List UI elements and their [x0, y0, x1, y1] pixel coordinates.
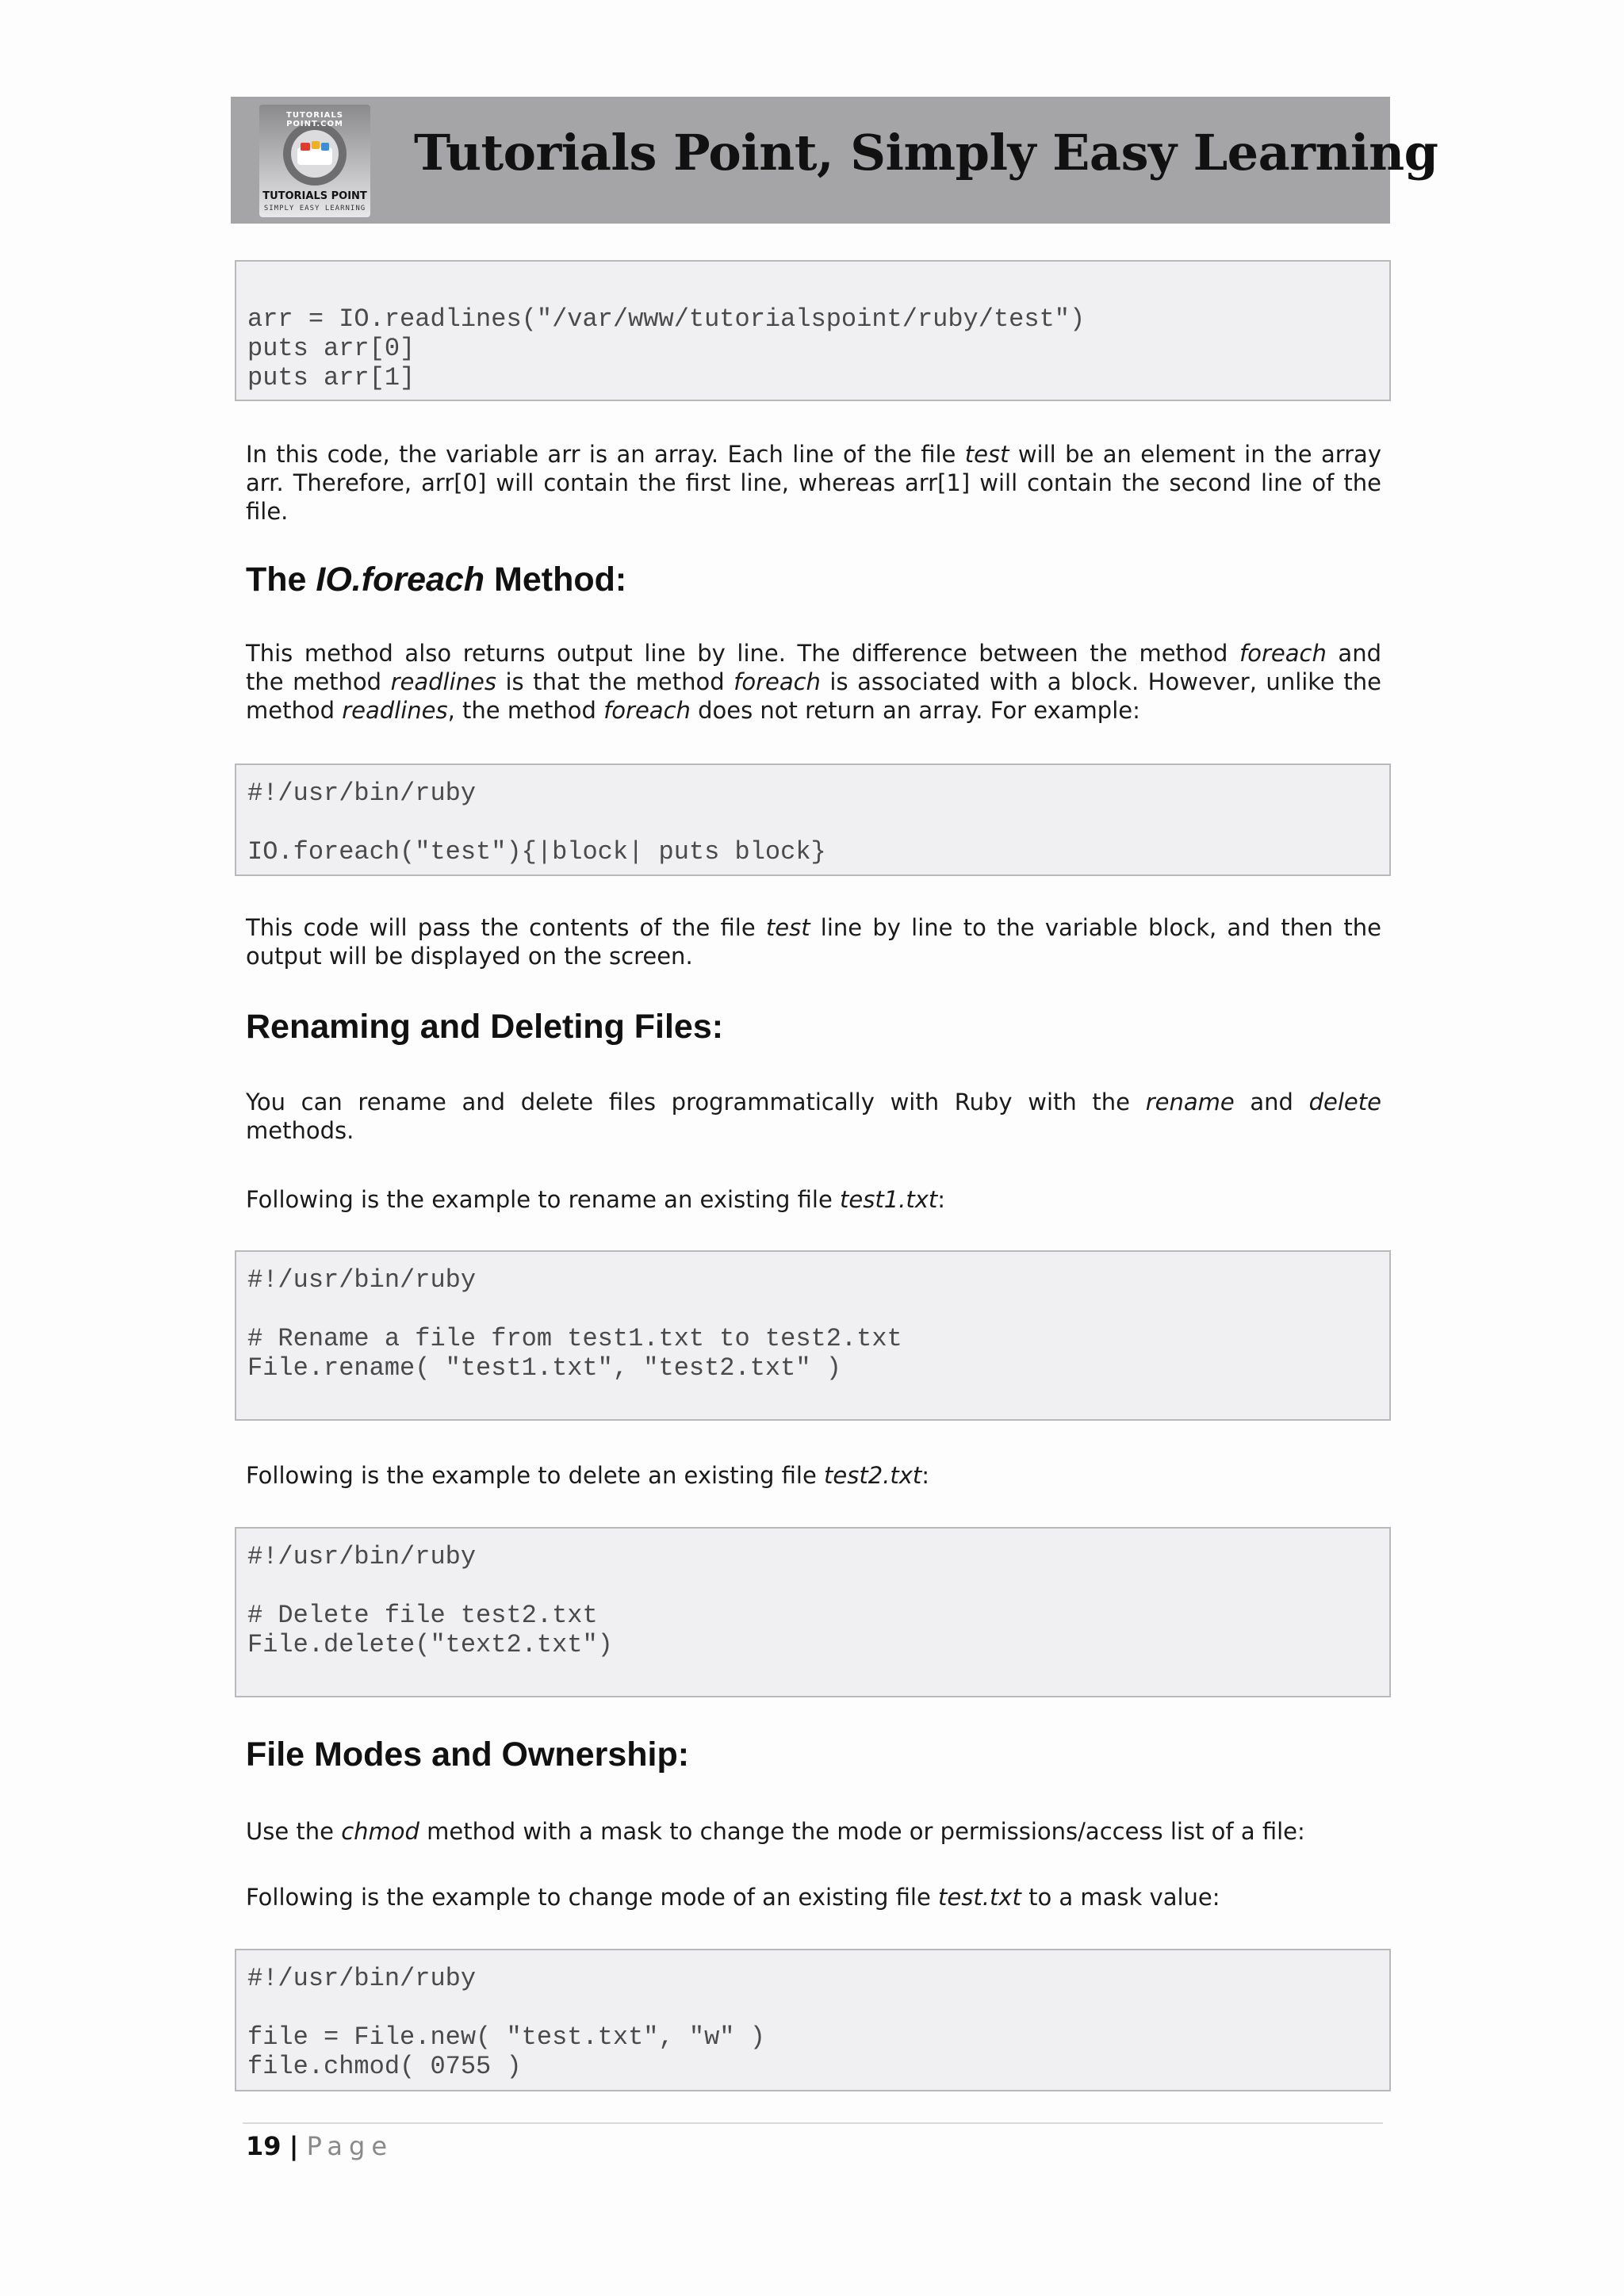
paragraph-rename-example-intro	[246, 1185, 1381, 1214]
logo-arc-text: TUTORIALS POINT.COM	[286, 111, 343, 128]
page-header	[231, 97, 1438, 224]
footer-separator: |	[289, 2131, 299, 2161]
code-block-delete: #!/usr/bin/ruby # Delete file test2.txt File.delete("text2.txt")	[235, 1527, 1391, 1697]
paragraph-foreach-description	[246, 639, 1381, 725]
code-block-rename: #!/usr/bin/ruby # Rename a file from test1.txt to test2.txt File.rename( "test1.txt", "test2.txt" )	[235, 1250, 1391, 1421]
page-number: 19	[246, 2131, 282, 2161]
paragraph-foreach-explanation	[246, 913, 1381, 970]
page-label: Page	[306, 2131, 394, 2161]
paragraph-line: This code will pass the contents of the file test line by line to the variable block, and then the	[246, 914, 1381, 941]
code-block-readlines: arr = IO.readlines("/var/www/tutorialspoint/ruby/test") puts arr[0] puts arr[1]	[235, 260, 1391, 401]
paragraph-line: arr. Therefore, arr[0] will contain the first line, whereas arr[1] will contain the second line of the	[246, 469, 1381, 496]
paragraph-line: Use the chmod method with a mask to change the mode or permissions/access list of a file:	[246, 1818, 1305, 1845]
paragraph-line: Following is the example to rename an existing file test1.txt:	[246, 1186, 946, 1213]
paragraph-line: Following is the example to change mode of an existing file test.txt to a mask value:	[246, 1884, 1220, 1911]
page-footer	[246, 2131, 393, 2161]
paragraph-chmod-example-intro	[246, 1883, 1381, 1911]
footer-divider	[243, 2122, 1383, 2124]
code-block-chmod: #!/usr/bin/ruby file = File.new( "test.txt", "w" ) file.chmod( 0755 )	[235, 1949, 1391, 2091]
paragraph-line: the method readlines is that the method foreach is associated with a block. However, unlike the	[246, 668, 1382, 695]
heading-renaming-deleting: Renaming and Deleting Files:	[246, 1008, 724, 1046]
paragraph-line: In this code, the variable arr is an array. Each line of the file test will be an element in the array	[246, 441, 1381, 468]
heading-file-modes: File Modes and Ownership:	[246, 1735, 690, 1774]
paragraph-readlines-explanation	[246, 440, 1381, 526]
logo-name: TUTORIALS POINT	[262, 190, 367, 202]
code-block-foreach: #!/usr/bin/ruby IO.foreach("test"){|block| puts block}	[235, 763, 1391, 876]
paragraph-line: methods.	[246, 1117, 354, 1144]
paragraph-line: Following is the example to delete an existing file test2.txt:	[246, 1462, 930, 1489]
paragraph-line: method readlines, the method foreach does not return an array. For example:	[246, 697, 1140, 724]
logo-tagline: SIMPLY EASY LEARNING	[263, 205, 366, 212]
tutorials-point-logo	[259, 105, 370, 217]
header-title: Tutorials Point, Simply Easy Learning	[414, 124, 1438, 182]
paragraph-chmod-intro	[246, 1817, 1381, 1846]
paragraph-delete-example-intro	[246, 1461, 1381, 1490]
paragraph-rename-delete-intro	[246, 1088, 1381, 1145]
heading-io-foreach: The IO.foreach Method:	[246, 561, 627, 599]
paragraph-line: You can rename and delete files programmatically with Ruby with the rename and delete	[246, 1089, 1381, 1115]
paragraph-line: This method also returns output line by line. The difference between the method foreach and	[246, 640, 1381, 667]
paragraph-line: output will be displayed on the screen.	[246, 943, 693, 970]
paragraph-line: file.	[246, 498, 289, 525]
